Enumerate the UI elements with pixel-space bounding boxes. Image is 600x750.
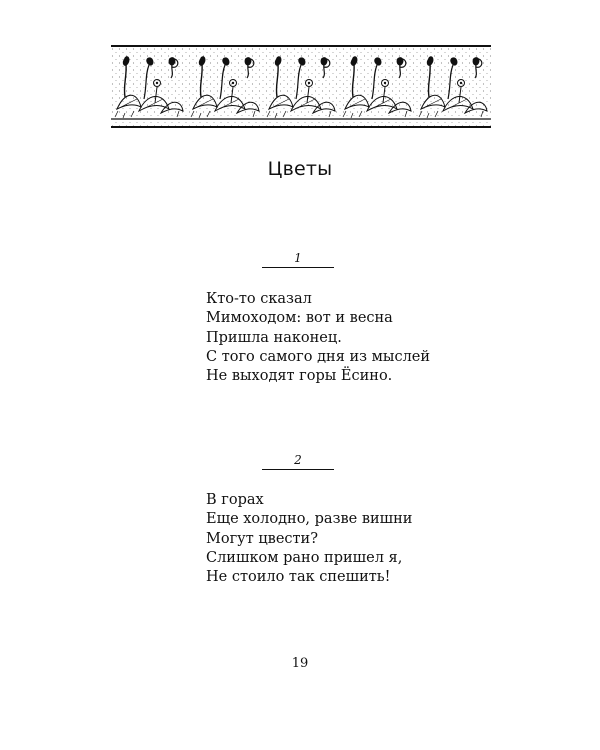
floral-border-icon <box>111 45 491 128</box>
poem-line: Мимоходом: вот и весна <box>206 310 393 327</box>
poem-stanza <box>206 491 506 587</box>
poem-line: С того самого дня из мыслей <box>206 348 431 365</box>
poem-line: Пришла наконец. <box>206 329 342 346</box>
number-underline <box>262 469 334 470</box>
poem-number: 2 <box>294 453 302 467</box>
number-underline <box>262 267 334 268</box>
poem-line: Не выходят горы Ёсино. <box>206 368 393 385</box>
poem-line: В горах <box>206 492 264 508</box>
poem-line: Еще холодно, разве вишни <box>206 511 413 528</box>
poem-line: Слишком рано пришел я, <box>206 549 403 566</box>
poem-line: Кто-то сказал <box>206 291 312 307</box>
poem-line: Могут цвести? <box>206 530 318 547</box>
poem-stanza <box>206 290 506 386</box>
poem-number: 1 <box>294 251 302 265</box>
page-number: 19 <box>291 656 309 671</box>
poem-line: Не стоило так спешить! <box>206 569 391 586</box>
section-title: Цветы <box>267 158 333 180</box>
